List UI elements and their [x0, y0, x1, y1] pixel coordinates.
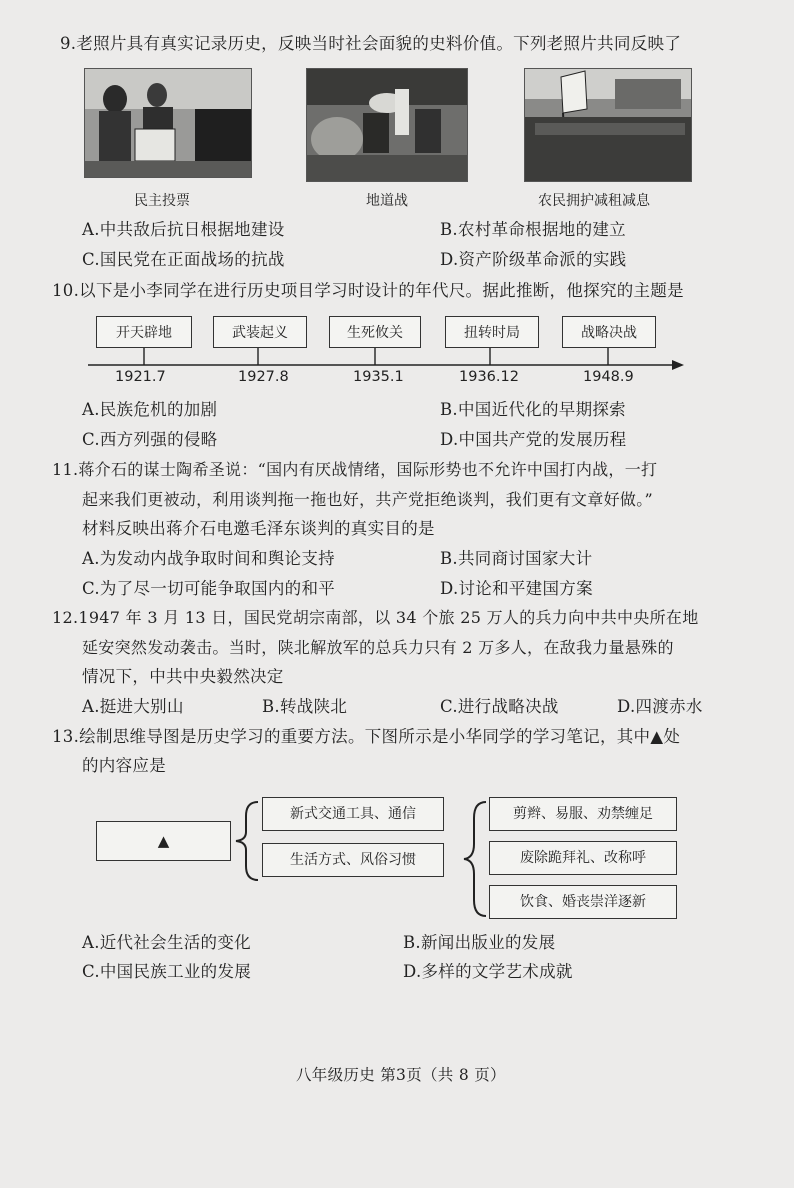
q12-option-d: D.四渡赤水	[617, 697, 703, 716]
q10-option-b: B.中国近代化的早期探索	[440, 400, 626, 419]
q13-line-2: 的内容应是	[82, 756, 166, 775]
page-footer: 八年级历史 第3页（共 8 页）	[296, 1066, 506, 1084]
mindmap-right-3: 饮食、婚丧崇洋逐新	[489, 885, 677, 919]
timeline-date-2: 1927.8	[238, 369, 289, 385]
q9-option-d: D.资产阶级革命派的实践	[440, 250, 627, 269]
q13-option-a: A.近代社会生活的变化	[82, 933, 251, 952]
q13-option-d: D.多样的文学艺术成就	[403, 962, 573, 981]
caption-3: 农民拥护减租减息	[538, 193, 650, 209]
timeline-label-1: 开天辟地	[96, 316, 192, 348]
timeline-date-4: 1936.12	[459, 369, 519, 385]
q11-line-2: 起来我们更被动，利用谈判拖一拖也好，共产党拒绝谈判，我们更有文章好做。”	[82, 490, 653, 509]
timeline-date-1: 1921.7	[115, 369, 166, 385]
q11-line-1: 11.蒋介石的谋士陶希圣说：“国内有厌战情绪，国际形势也不允许中国打内战，一打	[52, 460, 658, 479]
timeline-date-5: 1948.9	[583, 369, 634, 385]
q12-option-b: B.转战陕北	[262, 697, 348, 716]
q12-option-c: C.进行战略决战	[440, 697, 559, 716]
q9-option-b: B.农村革命根据地的建立	[440, 220, 626, 239]
timeline-date-3: 1935.1	[353, 369, 404, 385]
q11-option-c: C.为了尽一切可能争取国内的和平	[82, 579, 336, 598]
timeline-label-3: 生死攸关	[329, 316, 421, 348]
q11-line-3: 材料反映出蒋介石电邀毛泽东谈判的真实目的是	[82, 519, 435, 538]
q9-option-c: C.国民党在正面战场的抗战	[82, 250, 285, 269]
photo-rent-reduction-rally	[524, 68, 692, 182]
q13-line-1: 13.绘制思维导图是历史学习的重要方法。下图所示是小华同学的学习笔记，其中▲处	[52, 727, 681, 746]
q9-stem: 9.老照片具有真实记录历史，反映当时社会面貌的史料价值。下列老照片共同反映了	[60, 34, 682, 53]
q12-line-1: 12.1947 年 3 月 13 日，国民党胡宗南部，以 34 个旅 25 万人的兵力向中共中央所在地	[52, 608, 699, 627]
q10-option-a: A.民族危机的加剧	[82, 400, 218, 419]
timeline-label-2: 武装起义	[213, 316, 307, 348]
q13-option-c: C.中国民族工业的发展	[82, 962, 252, 981]
mindmap-right-2: 废除跪拜礼、改称呼	[489, 841, 677, 875]
q12-option-a: A.挺进大别山	[82, 697, 184, 716]
caption-2: 地道战	[366, 193, 408, 209]
q12-line-2: 延安突然发动袭击。当时，陕北解放军的总兵力只有 2 万多人，在敌我力量悬殊的	[82, 638, 674, 657]
q11-option-a: A.为发动内战争取时间和舆论支持	[82, 549, 335, 568]
q11-option-b: B.共同商讨国家大计	[440, 549, 593, 568]
photo-democratic-voting	[84, 68, 252, 178]
caption-1: 民主投票	[134, 193, 190, 209]
q10-option-c: C.西方列强的侵略	[82, 430, 218, 449]
timeline-label-4: 扭转时局	[445, 316, 539, 348]
q10-stem: 10.以下是小李同学在进行历史项目学习时设计的年代尺。据此推断，他探究的主题是	[52, 281, 684, 300]
q10-option-d: D.中国共产党的发展历程	[440, 430, 627, 449]
mindmap-root: ▲	[96, 821, 231, 861]
q12-line-3: 情况下，中共中央毅然决定	[82, 667, 284, 686]
photo-tunnel-warfare	[306, 68, 468, 182]
mindmap-middle-2: 生活方式、风俗习惯	[262, 843, 444, 877]
timeline-label-5: 战略决战	[562, 316, 656, 348]
mindmap-middle-1: 新式交通工具、通信	[262, 797, 444, 831]
q13-option-b: B.新闻出版业的发展	[403, 933, 556, 952]
q11-option-d: D.讨论和平建国方案	[440, 579, 593, 598]
mindmap-right-1: 剪辫、易服、劝禁缠足	[489, 797, 677, 831]
q9-option-a: A.中共敌后抗日根据地建设	[82, 220, 285, 239]
